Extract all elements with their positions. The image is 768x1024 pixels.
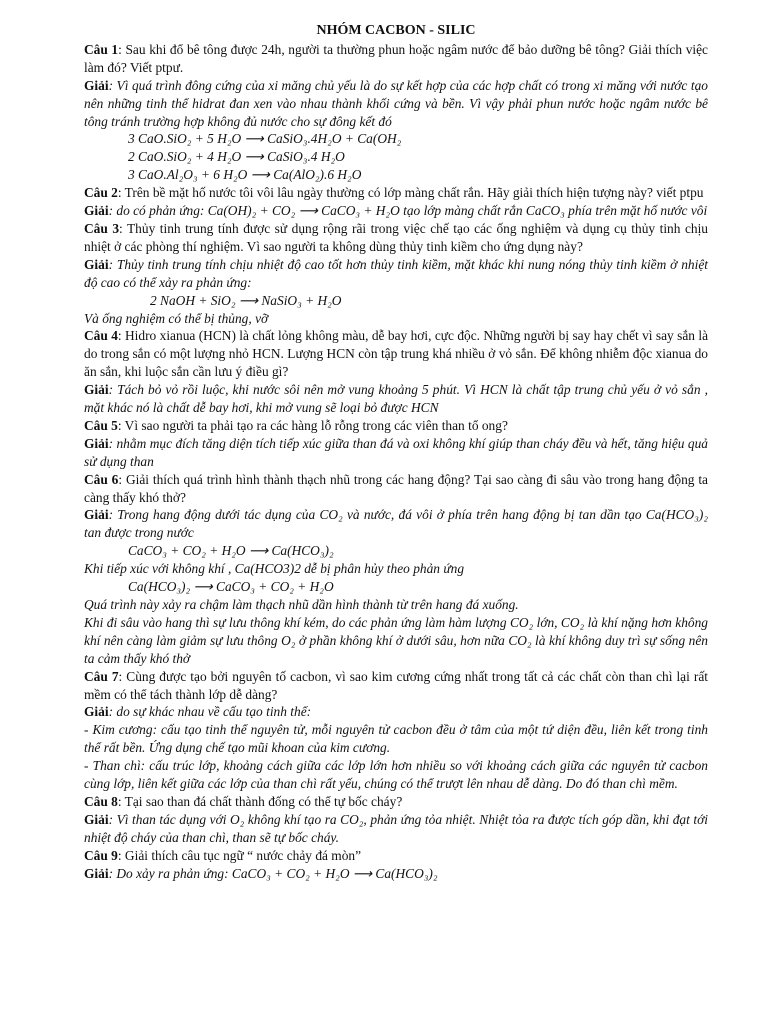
answer-3 (84, 256, 708, 292)
equation: 3 CaO.SiO₂ + 5 H₂O ⟶ CaSiO₃.4H₂O + Ca(OH₂ (128, 131, 402, 147)
answer-6 (84, 506, 708, 542)
question-label: Câu 4 (84, 328, 118, 344)
question-text: : Trên bề mặt hố nước tôi vôi lâu ngày thường có lớp màng chất rắn. Hãy giải thích hiện tượng này? viết ptpu (117, 185, 704, 201)
equation: 2 NaOH + SiO₂ ⟶ NaSiO₃ + H₂O (150, 292, 342, 308)
question-label: Câu 2 (84, 185, 118, 201)
question-text: : Hidro xianua (HCN) là chất lỏng không màu, dễ bay hơi, cực độc. Những người bị say hay chết vì say sắn là do trong sắn có một lượng nhỏ HCN. Lượng HCN còn tập trung khá nhiều ở vỏ sắn. Để không nhiễm độc xianua do ăn sắn, khi luộc sắn cần lưu ý điều gì? (84, 328, 709, 380)
question-5 (84, 417, 708, 435)
question-label: Câu 9 (84, 847, 118, 863)
question-3 (84, 220, 708, 256)
question-text: : Vì sao người ta phải tạo ra các hàng lỗ rỗng trong các viên than tổ ong? (117, 417, 508, 433)
answer-label: Giải (84, 256, 109, 272)
answer-bullet-diamond: - Kim cương: cấu tạo tinh thể nguyên tử, mỗi nguyên tử cacbon đều ở tâm của một tứ diện đều, liên kết trong tinh thể rất bền. Ứng dụng chế tạo mũi khoan của kim cương. (84, 722, 708, 756)
answer-label: Giải (84, 77, 109, 93)
answer-note: Khi tiếp xúc với không khí , Ca(HCO3)2 dễ bị phân hủy theo phản ứng (84, 561, 465, 577)
answer-label: Giải (84, 435, 109, 451)
answer-text: : do có phản ứng: Ca(OH)₂ + CO₂ ⟶ CaCO₃ + H₂O tạo lớp màng chất rắn CaCO₃ phía trên mặt hố nước vôi (108, 203, 708, 219)
answer-text: : Thủy tinh trung tính chịu nhiệt độ cao tốt hơn thủy tinh kiềm, mặt khác khi nung nóng thủy tinh kiềm ở nhiệt độ cao có thể xảy ra phản ứng: (84, 256, 708, 290)
question-1 (84, 41, 708, 77)
answer-label: Giải (84, 865, 109, 881)
question-9 (84, 847, 708, 865)
answer-label: Giải (84, 811, 109, 827)
answer-text: : Tách bỏ vỏ rồi luộc, khi nước sôi nên mở vung khoảng 5 phút. Vì HCN là chất tập trung chủ yếu ở vỏ sắn , mặt khác nó là chất dễ bay hơi, khi mở vung sẽ loại bỏ được HCN (84, 382, 708, 416)
answer-text: : do sự khác nhau về cấu tạo tinh thể: (108, 704, 312, 720)
question-label: Câu 5 (84, 417, 118, 433)
answer-2 (84, 202, 708, 220)
question-4 (84, 327, 708, 381)
question-text: : Giải thích quá trình hình thành thạch nhũ trong các hang động? Tại sao càng đi sâu vào trong hang động ta càng thấy khó thở? (84, 471, 708, 505)
answer-label: Giải (84, 382, 109, 398)
question-6 (84, 471, 708, 507)
equation: CaCO₃ + CO₂ + H₂O ⟶ Ca(HCO₃)₂ (128, 543, 334, 559)
equation: 2 CaO.SiO₂ + 4 H₂O ⟶ CaSiO₃.4 H₂O (128, 149, 345, 165)
answer-note: Và ống nghiệm có thể bị thủng, vỡ (84, 310, 269, 326)
question-text: : Thủy tinh trung tính được sử dụng rộng rãi trong việc chế tạo các ống nghiệm và dụng cụ thủy tinh chịu nhiệt ở các phòng thí nghiệm. Vì sao người ta không dùng thủy tinh kiềm cho ứng dụng này? (84, 220, 708, 254)
answer-text: : Vì than tác dụng với O₂ không khí tạo ra CO₂, phản ứng tỏa nhiệt. Nhiệt tỏa ra được tích góp dần, khi đạt tới nhiệt độ cháy của than chì, than sẽ tự bốc cháy. (84, 811, 708, 845)
answer-note: Khi đi sâu vào hang thì sự lưu thông khí kém, do các phản ứng làm hàm lượng CO₂ lớn, CO₂ là khí nặng hơn không khí nên càng làm giảm sự lưu thông O₂ ở phần không khí ở dưới sâu, hơn nữa CO₂ là khí không duy trì sự sống nên ta cảm thấy khó thở (84, 614, 708, 666)
answer-text: : Vì quá trình đông cứng của xi măng chủ yếu là do sự kết hợp của các hợp chất có trong xi măng với nước tạo nên những tinh thể hidrat đan xen vào nhau thành khối cứng và bền. Vì vậy phải phun nước hoặc ngâm nước bê tông tránh trường hợp không đủ nước cho sự đông kết đó (84, 77, 708, 129)
question-text: : Sau khi đổ bê tông được 24h, người ta thường phun hoặc ngâm nước để bảo dưỡng bê tông? Giải thích việc làm đó? Viết ptpư. (84, 41, 708, 75)
answer-4 (84, 381, 708, 417)
answer-1 (84, 77, 708, 131)
answer-text: : Do xảy ra phản ứng: CaCO₃ + CO₂ + H₂O ⟶ Ca(HCO₃)₂ (108, 865, 438, 881)
equation: Ca(HCO₃)₂ ⟶ CaCO₃ + CO₂ + H₂O (128, 579, 334, 595)
answer-text: : nhằm mục đích tăng diện tích tiếp xúc giữa than đá và oxi không khí giúp than cháy đều và hết, tăng hiệu quả sử dụng than (84, 435, 708, 469)
question-8 (84, 793, 708, 811)
answer-7 (84, 703, 708, 721)
answer-bullet-graphite: - Than chì: cấu trúc lớp, khoảng cách giữa các lớp lớn hơn nhiều so với khoảng cách giữa các nguyên tử cacbon cùng lớp, liên kết giữa các lớp của than chì rất yếu, chúng có thể trượt lên nhau dễ dàng. Do đó than chì mềm. (84, 758, 708, 792)
question-2 (84, 184, 708, 202)
question-label: Câu 6 (84, 471, 119, 487)
question-text: : Giải thích câu tục ngữ “ nước chảy đá mòn” (117, 847, 362, 863)
answer-note: Quá trình này xảy ra chậm làm thạch nhũ dần hình thành từ trên hang đá xuống. (84, 597, 519, 612)
answer-5 (84, 435, 708, 471)
answer-label: Giải (84, 704, 109, 720)
answer-label: Giải (84, 203, 109, 219)
question-text: : Cùng được tạo bởi nguyên tố cacbon, vì sao kim cương cứng nhất trong tất cả các chất còn than chì lại rất mềm có thể tách thành lớp dễ dàng? (84, 668, 708, 702)
equation: 3 CaO.Al₂O₃ + 6 H₂O ⟶ Ca(AlO₂).6 H₂O (128, 167, 362, 183)
question-text: : Tại sao than đá chất thành đống có thể tự bốc cháy? (117, 793, 403, 809)
answer-text: : Trong hang động dưới tác dụng của CO₂ và nước, đá vôi ở phía trên hang động bị tan dần tạo Ca(HCO₃)₂ tan được trong nước (84, 507, 708, 541)
answer-9 (84, 865, 708, 883)
question-label: Câu 1 (84, 41, 119, 57)
page-title: NHÓM CACBON - SILIC (316, 23, 476, 38)
answer-label: Giải (84, 507, 109, 523)
answer-8 (84, 811, 708, 847)
question-7 (84, 668, 708, 704)
question-label: Câu 3 (84, 220, 120, 236)
question-label: Câu 8 (84, 793, 118, 809)
question-label: Câu 7 (84, 668, 119, 684)
